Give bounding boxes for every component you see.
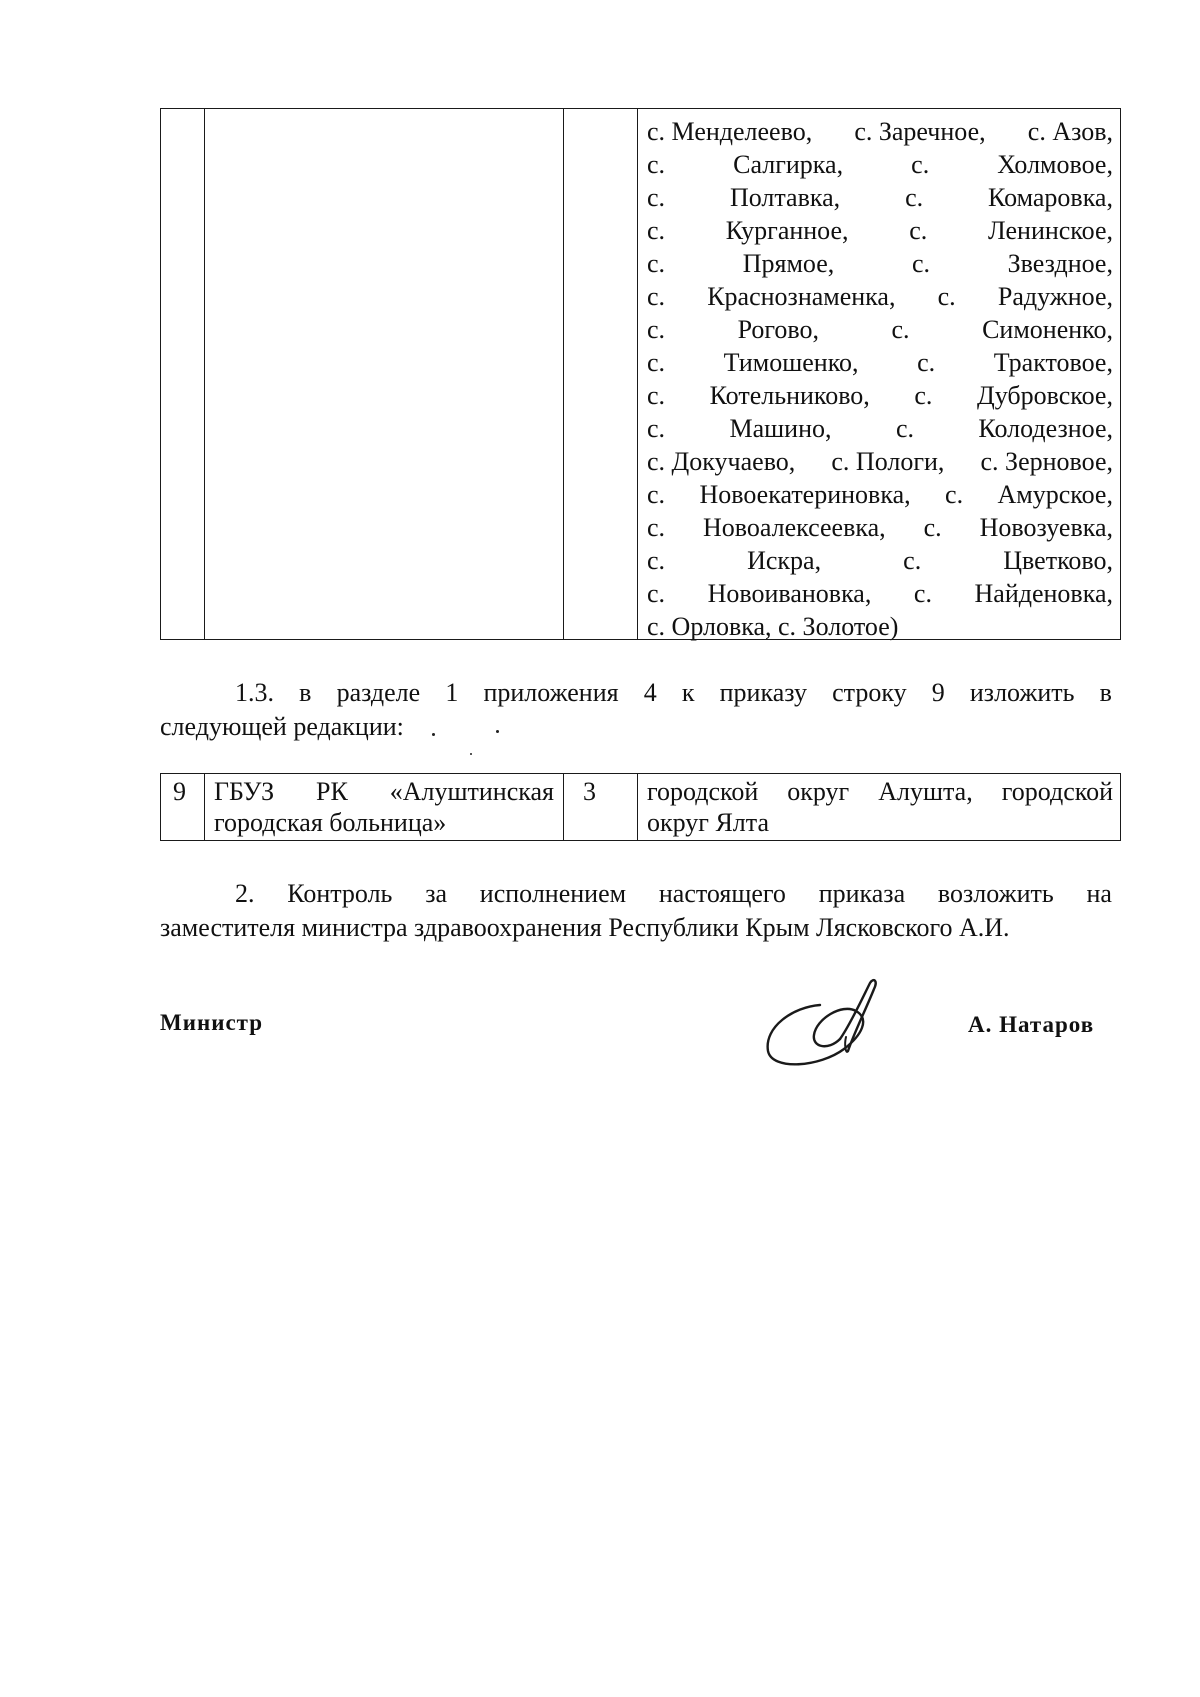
table-column-divider xyxy=(637,109,638,639)
hospital-name-line-2: городская больница» xyxy=(214,808,447,837)
word: с. xyxy=(937,282,956,311)
word: Салгирка, xyxy=(733,150,844,179)
word: с. xyxy=(903,546,922,575)
table-column-divider xyxy=(563,774,564,840)
settlement-line xyxy=(647,445,1113,478)
scan-speck xyxy=(432,733,435,736)
word: с. Пологи, xyxy=(831,447,945,476)
word: с. xyxy=(647,546,666,575)
paragraph-2-line-2: заместителя министра здравоохранения Республики Крым Лясковского А.И. xyxy=(160,913,1010,942)
word: в xyxy=(1099,678,1112,707)
word: с. xyxy=(647,513,666,542)
settlement-line xyxy=(647,478,1113,511)
word: Контроль xyxy=(287,879,393,908)
service-area-cell xyxy=(647,776,1113,838)
word: с. xyxy=(647,183,666,212)
settlement-line xyxy=(647,313,1113,346)
word: Краснознаменка, xyxy=(707,282,896,311)
word: с. xyxy=(647,249,666,278)
word: Комаровка, xyxy=(988,183,1113,212)
settlement-line xyxy=(647,280,1113,313)
word: с. xyxy=(647,216,666,245)
word: округ xyxy=(787,777,850,806)
word: Тимошенко, xyxy=(723,348,859,377)
word: с. xyxy=(647,381,666,410)
word: настоящего xyxy=(658,879,786,908)
service-area-line-1 xyxy=(647,776,1113,807)
word: с. xyxy=(647,348,666,377)
word: Курганное, xyxy=(725,216,849,245)
word: 2. xyxy=(235,879,255,908)
word: Котельниково, xyxy=(709,381,870,410)
word: с. xyxy=(909,216,928,245)
signatory-title: Министр xyxy=(160,1010,264,1035)
settlement-line xyxy=(647,511,1113,544)
settlement-line xyxy=(647,247,1113,280)
word: городской xyxy=(647,777,759,806)
word: в xyxy=(299,678,312,707)
word: 9 xyxy=(931,678,945,707)
word: Ленинское, xyxy=(988,216,1113,245)
word: с. Докучаево, xyxy=(647,447,796,476)
table-column-divider xyxy=(204,774,205,840)
settlement-line xyxy=(647,610,1113,643)
word: с. xyxy=(647,414,666,443)
word: Колодезное, xyxy=(978,414,1113,443)
settlement-line xyxy=(647,412,1113,445)
word: разделе xyxy=(336,678,421,707)
word: Новоивановка, xyxy=(707,579,872,608)
word: Амурское, xyxy=(997,480,1113,509)
word: 1.3. xyxy=(235,678,274,707)
settlements-list-cell xyxy=(647,115,1113,643)
word: Алушта, xyxy=(878,777,973,806)
word: Цветково, xyxy=(1003,546,1113,575)
table-column-divider xyxy=(637,774,638,840)
word: приложения xyxy=(483,678,619,707)
word: с. Менделеево, xyxy=(647,117,813,146)
word: с. xyxy=(911,150,930,179)
scan-speck xyxy=(496,730,499,733)
paragraph-1-3-line-1 xyxy=(160,676,1112,710)
hospital-name-line-1 xyxy=(214,776,554,807)
word: Машино, xyxy=(729,414,832,443)
word: с. xyxy=(945,480,964,509)
word: ГБУЗ xyxy=(214,777,275,806)
word: с. xyxy=(647,282,666,311)
word: с. Зерновое, xyxy=(980,447,1113,476)
word: Новозуевка, xyxy=(979,513,1113,542)
word: «Алуштинская xyxy=(389,777,554,806)
hospital-name-cell xyxy=(214,776,554,838)
handwritten-signature xyxy=(758,975,898,1075)
word: возложить xyxy=(937,879,1054,908)
settlements-table-continuation xyxy=(160,108,1121,640)
word: на xyxy=(1086,879,1112,908)
hospital-row-table xyxy=(160,773,1121,841)
word: с. xyxy=(647,150,666,179)
word: Искра, xyxy=(747,546,822,575)
settlement-line xyxy=(647,181,1113,214)
word: Дубровское, xyxy=(977,381,1113,410)
word: с. xyxy=(917,348,936,377)
table-column-divider xyxy=(563,109,564,639)
word: изложить xyxy=(969,678,1075,707)
word: 4 xyxy=(643,678,657,707)
word: с. xyxy=(647,579,666,608)
word: с. xyxy=(895,414,914,443)
word: Найденовка, xyxy=(974,579,1113,608)
paragraph-2-line-1 xyxy=(160,877,1112,911)
word: Новоекатериновка, xyxy=(699,480,911,509)
word: Трактовое, xyxy=(993,348,1113,377)
settlement-line xyxy=(647,577,1113,610)
word: Прямое, xyxy=(742,249,835,278)
word: Холмовое, xyxy=(997,150,1113,179)
word: Симоненко, xyxy=(982,315,1113,344)
settlement-line xyxy=(647,379,1113,412)
word: Радужное, xyxy=(997,282,1113,311)
settlement-line xyxy=(647,214,1113,247)
word: исполнением xyxy=(479,879,627,908)
settlement-line xyxy=(647,148,1113,181)
service-area-line-2: округ Ялта xyxy=(647,808,769,837)
word: Звездное, xyxy=(1007,249,1113,278)
word: городской xyxy=(1001,777,1113,806)
word: с. xyxy=(911,249,930,278)
word: с. xyxy=(923,513,942,542)
settlement-line xyxy=(647,115,1113,148)
word: с. xyxy=(891,315,910,344)
word: с. Азов, xyxy=(1027,117,1113,146)
word: приказу xyxy=(719,678,807,707)
word: за xyxy=(425,879,448,908)
word: Новоалексеевка, xyxy=(703,513,886,542)
word: с. xyxy=(647,480,666,509)
word: с. Заречное, xyxy=(854,117,986,146)
word: с. xyxy=(905,183,924,212)
word: Полтавка, xyxy=(729,183,841,212)
scan-speck xyxy=(470,753,472,755)
row-number-cell: 9 xyxy=(173,777,186,806)
paragraph-1-3-line-2: следующей редакции: xyxy=(160,712,404,741)
word: к xyxy=(681,678,695,707)
table-column-divider xyxy=(204,109,205,639)
word: 1 xyxy=(445,678,459,707)
settlement-line xyxy=(647,544,1113,577)
word: с. xyxy=(913,579,932,608)
word: с. Орловка, с. Золотое) xyxy=(647,612,899,641)
signatory-name: А. Натаров xyxy=(968,1012,1095,1037)
settlement-line xyxy=(647,346,1113,379)
word: Рогово, xyxy=(737,315,819,344)
word: с. xyxy=(914,381,933,410)
word: строку xyxy=(832,678,907,707)
count-cell: 3 xyxy=(583,777,596,806)
word: РК xyxy=(316,777,348,806)
word: с. xyxy=(647,315,666,344)
word: приказа xyxy=(818,879,906,908)
